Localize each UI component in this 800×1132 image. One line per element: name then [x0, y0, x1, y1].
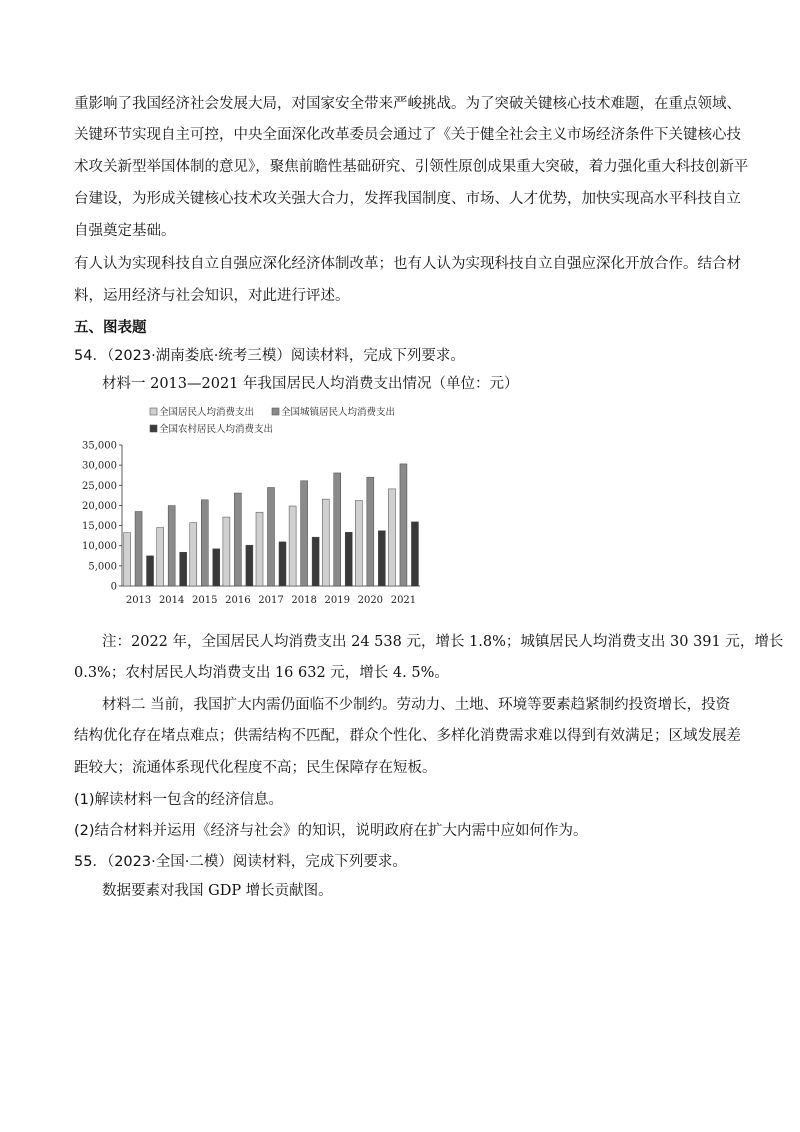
intro-line-3: 术攻关新型举国体制的意见》，聚焦前瞻性基础研究、引领性原创成果重大突破，着力强化重大科技创新平: [74, 159, 749, 175]
bar-0-2020: [355, 501, 362, 586]
x-tick-label-2019: 2019: [324, 595, 350, 606]
y-tick-label-2: 10,000: [82, 541, 117, 553]
legend-swatch-2: [150, 425, 157, 432]
legend-label-0: 全国居民人均消费支出: [159, 407, 255, 418]
y-tick-label-3: 15,000: [82, 521, 117, 533]
bar-1-2020: [367, 477, 374, 586]
material2-line-2: 结构优化存在堵点难点；供需结构不匹配，群众个性化、多样化消费需求难以得到有效满足；区域发展差: [74, 728, 741, 744]
bar-1-2016: [234, 493, 241, 586]
y-tick-label-4: 20,000: [82, 500, 117, 512]
y-tick-label-7: 35,000: [82, 440, 117, 452]
x-tick-label-2013: 2013: [125, 595, 152, 606]
note-line-1: 注：2022 年，全国居民人均消费支出 24 538 元，增长 1.8%；城镇居民人均消费支出 30 391 元，增长: [102, 634, 784, 650]
x-tick-label-2020: 2020: [357, 595, 384, 606]
bar-0-2014: [157, 528, 164, 586]
bar-1-2014: [168, 506, 175, 586]
x-tick-label-2017: 2017: [258, 595, 284, 606]
x-tick-label-2014: 2014: [158, 595, 185, 606]
material1-title: 材料一 2013—2021 年我国居民人均消费支出情况（单位：元）: [102, 376, 519, 392]
bar-0-2015: [190, 523, 197, 586]
y-tick-label-6: 30,000: [82, 460, 117, 472]
q55-header: 55．（2023·全国·二模）阅读材料，完成下列要求。: [74, 854, 407, 870]
material2-line-3: 距较大；流通体系现代化程度不高；民生保障存在短板。: [74, 760, 437, 776]
q54-sub2: (2)结合材料并运用《经济与社会》的知识，说明政府在扩大内需中应如何作为。: [74, 823, 588, 839]
y-tick-label-0: 0: [110, 581, 117, 593]
bar-0-2021: [388, 489, 395, 586]
bar-0-2018: [289, 506, 296, 586]
x-tick-label-2021: 2021: [390, 595, 417, 606]
note-line-2: 0.3%；农村居民人均消费支出 16 632 元，增长 4. 5%。: [74, 665, 449, 681]
legend-swatch-1: [272, 408, 279, 415]
bar-2-2015: [213, 549, 220, 586]
x-tick-label-2018: 2018: [291, 595, 317, 606]
material2-line-1: 材料二 当前，我国扩大内需仍面临不少制约。劳动力、土地、环境等要素趋紧制约投资增长，投资: [102, 697, 731, 713]
bar-1-2021: [400, 464, 407, 586]
bar-2-2021: [411, 522, 418, 586]
legend-label-2: 全国农村居民人均消费支出: [159, 424, 274, 435]
intro-line-5: 自强奠定基础。: [74, 223, 176, 239]
bar-2-2019: [345, 532, 352, 586]
bar-2-2017: [279, 542, 286, 586]
q54-header: 54．（2023·湖南娄底·统考三模）阅读材料，完成下列要求。: [74, 348, 465, 364]
bar-0-2017: [256, 512, 263, 586]
intro-line-1: 重影响了我国经济社会发展大局，对国家安全带来严峻挑战。为了突破关键核心技术难题，在重点领域、: [74, 96, 741, 112]
section-heading: 五、图表题: [74, 320, 147, 336]
question-line-1: 有人认为实现科技自立自强应深化经济体制改革；也有人认为实现科技自立自强应深化开放合作。结合材: [74, 256, 741, 272]
q55-line: 数据要素对我国 GDP 增长贡献图。: [102, 883, 333, 899]
bar-1-2015: [201, 500, 208, 586]
bar-0-2016: [223, 517, 230, 586]
question-line-2: 料，运用经济与社会知识，对此进行评述。: [74, 288, 350, 304]
bar-2-2020: [378, 531, 385, 586]
x-tick-label-2016: 2016: [225, 595, 251, 606]
bar-2-2018: [312, 537, 319, 586]
intro-line-4: 台建设，为形成关键核心技术攻关强大合力，发挥我国制度、市场、人才优势，加快实现高水平科技自立: [74, 191, 741, 207]
consumption-bar-chart: [60, 400, 430, 610]
bar-2-2016: [246, 545, 253, 586]
bar-0-2019: [322, 499, 329, 586]
x-tick-label-2015: 2015: [192, 595, 218, 606]
bar-1-2017: [268, 488, 275, 586]
chart-svg: [60, 400, 430, 610]
legend-swatch-0: [150, 408, 157, 415]
intro-line-2: 关键环节实现自主可控，中央全面深化改革委员会通过了《关于健全社会主义市场经济条件下关键核心技: [74, 127, 741, 143]
q54-sub1: (1)解读材料一包含的经济信息。: [74, 792, 284, 808]
legend-label-1: 全国城镇居民人均消费支出: [281, 407, 396, 418]
y-tick-label-1: 5,000: [88, 561, 117, 573]
bar-2-2013: [147, 556, 154, 586]
bar-2-2014: [180, 552, 187, 586]
bar-1-2019: [334, 473, 341, 586]
bar-0-2013: [124, 533, 131, 586]
bar-1-2018: [301, 481, 308, 586]
y-tick-label-5: 25,000: [82, 480, 117, 492]
bar-1-2013: [135, 512, 142, 586]
